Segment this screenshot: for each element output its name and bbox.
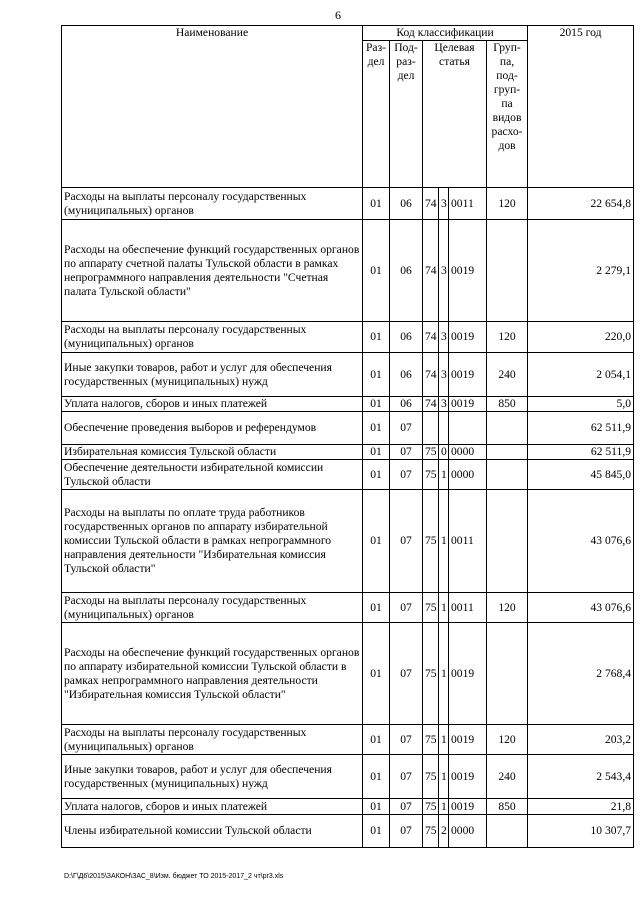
row-name: Расходы на выплаты персоналу государственных (муниципальных) органов — [62, 725, 363, 755]
row-target-1: 75 — [423, 593, 439, 623]
row-razdel: 01 — [363, 460, 390, 490]
row-group: 120 — [487, 593, 528, 623]
row-name: Уплата налогов, сборов и иных платежей — [62, 799, 363, 815]
row-razdel: 01 — [363, 397, 390, 412]
row-target-3: 0019 — [449, 322, 487, 353]
row-group: 850 — [487, 397, 528, 412]
row-group — [487, 623, 528, 725]
page-number: 6 — [335, 8, 341, 22]
row-target-2: 1 — [439, 799, 449, 815]
row-amount: 10 307,7 — [528, 815, 634, 848]
row-name: Расходы на выплаты по оплате труда работников государственных органов по аппарату избирательной комиссии Тульской области в рамках непрограммного направления деятельности "Избирательная комиссия Тульской области" — [62, 490, 363, 593]
table-row — [62, 188, 634, 220]
row-name: Иные закупки товаров, работ и услуг для обеспечения государственных (муниципальных) нужд — [62, 755, 363, 799]
row-target-3: 0011 — [449, 188, 487, 220]
file-path-footer: D:\Г\Д6\2015\ЗАКОН\ЗАС_8\Изм. бюджет ТО 2015-2017_2 чт\pr3.xls — [64, 873, 284, 880]
row-amount: 43 076,6 — [528, 490, 634, 593]
row-target-1: 74 — [423, 353, 439, 397]
row-razdel: 01 — [363, 593, 390, 623]
row-name: Избирательная комиссия Тульской области — [62, 445, 363, 460]
row-razdel: 01 — [363, 725, 390, 755]
row-amount: 62 511,9 — [528, 445, 634, 460]
row-name: Расходы на обеспечение функций государственных органов по аппарату избирательной комиссии Тульской области в рамках непрограммного направления деятельности "Избирательная комиссия Тульской области" — [62, 623, 363, 725]
row-name: Расходы на выплаты персоналу государственных (муниципальных) органов — [62, 593, 363, 623]
row-podrazdel: 06 — [390, 220, 423, 322]
table-row — [62, 445, 634, 460]
row-target-1: 75 — [423, 460, 439, 490]
row-target-3: 0011 — [449, 490, 487, 593]
table-row — [62, 755, 634, 799]
row-group: 240 — [487, 353, 528, 397]
row-podrazdel: 07 — [390, 593, 423, 623]
row-target-3: 0000 — [449, 815, 487, 848]
header-razdel: Раз- дел — [363, 41, 390, 188]
table-body — [62, 188, 634, 848]
row-target-2: 3 — [439, 397, 449, 412]
row-target-2: 3 — [439, 353, 449, 397]
row-razdel: 01 — [363, 623, 390, 725]
header-podrazdel: Под- раз- дел — [390, 41, 423, 188]
row-amount: 21,8 — [528, 799, 634, 815]
row-amount: 2 768,4 — [528, 623, 634, 725]
row-amount: 220,0 — [528, 322, 634, 353]
row-target-3: 0019 — [449, 755, 487, 799]
row-podrazdel: 07 — [390, 755, 423, 799]
row-podrazdel: 07 — [390, 460, 423, 490]
row-razdel: 01 — [363, 322, 390, 353]
row-amount: 5,0 — [528, 397, 634, 412]
row-target-3: 0019 — [449, 220, 487, 322]
row-name: Расходы на выплаты персоналу государственных (муниципальных) органов — [62, 322, 363, 353]
table-row — [62, 593, 634, 623]
row-amount: 2 054,1 — [528, 353, 634, 397]
row-podrazdel: 07 — [390, 445, 423, 460]
header-target: Целевая статья — [423, 41, 487, 188]
table-row — [62, 490, 634, 593]
row-target-2: 1 — [439, 755, 449, 799]
row-amount: 2 543,4 — [528, 755, 634, 799]
row-razdel: 01 — [363, 188, 390, 220]
table-row — [62, 397, 634, 412]
row-group — [487, 490, 528, 593]
row-podrazdel: 06 — [390, 397, 423, 412]
header-year: 2015 год — [528, 26, 634, 188]
row-group: 240 — [487, 755, 528, 799]
row-name: Обеспечение проведения выборов и референдумов — [62, 412, 363, 445]
row-razdel: 01 — [363, 815, 390, 848]
row-razdel: 01 — [363, 799, 390, 815]
row-name: Расходы на выплаты персоналу государственных (муниципальных) органов — [62, 188, 363, 220]
row-group: 120 — [487, 725, 528, 755]
row-target-3: 0000 — [449, 445, 487, 460]
row-group — [487, 412, 528, 445]
budget-table — [61, 25, 634, 848]
row-name: Расходы на обеспечение функций государственных органов по аппарату счетной палаты Тульской области в рамках непрограммного направления деятельности "Счетная палата Тульской области" — [62, 220, 363, 322]
row-amount: 2 279,1 — [528, 220, 634, 322]
row-podrazdel: 07 — [390, 623, 423, 725]
row-target-1 — [423, 412, 439, 445]
row-podrazdel: 07 — [390, 815, 423, 848]
row-target-2: 3 — [439, 220, 449, 322]
row-name: Иные закупки товаров, работ и услуг для обеспечения государственных (муниципальных) нужд — [62, 353, 363, 397]
row-group — [487, 460, 528, 490]
row-podrazdel: 07 — [390, 725, 423, 755]
header-group: Груп- па, под- груп- па видов расхо- дов — [487, 41, 528, 188]
row-name: Уплата налогов, сборов и иных платежей — [62, 397, 363, 412]
row-target-1: 75 — [423, 815, 439, 848]
row-amount: 22 654,8 — [528, 188, 634, 220]
table-row — [62, 725, 634, 755]
row-target-2: 1 — [439, 623, 449, 725]
row-target-2: 2 — [439, 815, 449, 848]
table-row — [62, 815, 634, 848]
row-target-3: 0019 — [449, 397, 487, 412]
row-target-1: 75 — [423, 490, 439, 593]
row-razdel: 01 — [363, 412, 390, 445]
row-podrazdel: 07 — [390, 412, 423, 445]
row-podrazdel: 06 — [390, 353, 423, 397]
row-name: Члены избирательной комиссии Тульской области — [62, 815, 363, 848]
header-name: Наименование — [62, 26, 363, 188]
table-row — [62, 220, 634, 322]
row-group — [487, 220, 528, 322]
row-group: 850 — [487, 799, 528, 815]
row-target-1: 74 — [423, 397, 439, 412]
row-target-1: 74 — [423, 322, 439, 353]
row-razdel: 01 — [363, 445, 390, 460]
row-group — [487, 815, 528, 848]
row-target-2: 1 — [439, 460, 449, 490]
row-target-2: 0 — [439, 445, 449, 460]
row-name: Обеспечение деятельности избирательной комиссии Тульской области — [62, 460, 363, 490]
row-target-2 — [439, 412, 449, 445]
row-amount: 203,2 — [528, 725, 634, 755]
row-group: 120 — [487, 188, 528, 220]
row-amount: 43 076,6 — [528, 593, 634, 623]
row-razdel: 01 — [363, 220, 390, 322]
row-target-1: 75 — [423, 755, 439, 799]
table-row — [62, 353, 634, 397]
row-target-3: 0011 — [449, 593, 487, 623]
row-target-1: 75 — [423, 623, 439, 725]
row-target-1: 75 — [423, 799, 439, 815]
row-podrazdel: 07 — [390, 490, 423, 593]
row-target-1: 74 — [423, 220, 439, 322]
row-target-3: 0019 — [449, 799, 487, 815]
row-podrazdel: 06 — [390, 322, 423, 353]
row-podrazdel: 07 — [390, 799, 423, 815]
table-row — [62, 412, 634, 445]
row-target-2: 1 — [439, 725, 449, 755]
row-target-3 — [449, 412, 487, 445]
row-amount: 62 511,9 — [528, 412, 634, 445]
row-target-2: 3 — [439, 322, 449, 353]
row-target-3: 0019 — [449, 725, 487, 755]
row-amount: 45 845,0 — [528, 460, 634, 490]
row-target-1: 75 — [423, 445, 439, 460]
row-target-3: 0000 — [449, 460, 487, 490]
table-row — [62, 322, 634, 353]
table-row — [62, 623, 634, 725]
row-target-2: 3 — [439, 188, 449, 220]
row-target-2: 1 — [439, 593, 449, 623]
row-target-3: 0019 — [449, 353, 487, 397]
row-group — [487, 445, 528, 460]
row-razdel: 01 — [363, 490, 390, 593]
row-target-2: 1 — [439, 490, 449, 593]
table-row — [62, 799, 634, 815]
row-target-1: 75 — [423, 725, 439, 755]
row-razdel: 01 — [363, 353, 390, 397]
row-group: 120 — [487, 322, 528, 353]
header-classification: Код классификации — [363, 26, 528, 41]
row-target-3: 0019 — [449, 623, 487, 725]
table-row — [62, 460, 634, 490]
row-razdel: 01 — [363, 755, 390, 799]
row-target-1: 74 — [423, 188, 439, 220]
row-podrazdel: 06 — [390, 188, 423, 220]
